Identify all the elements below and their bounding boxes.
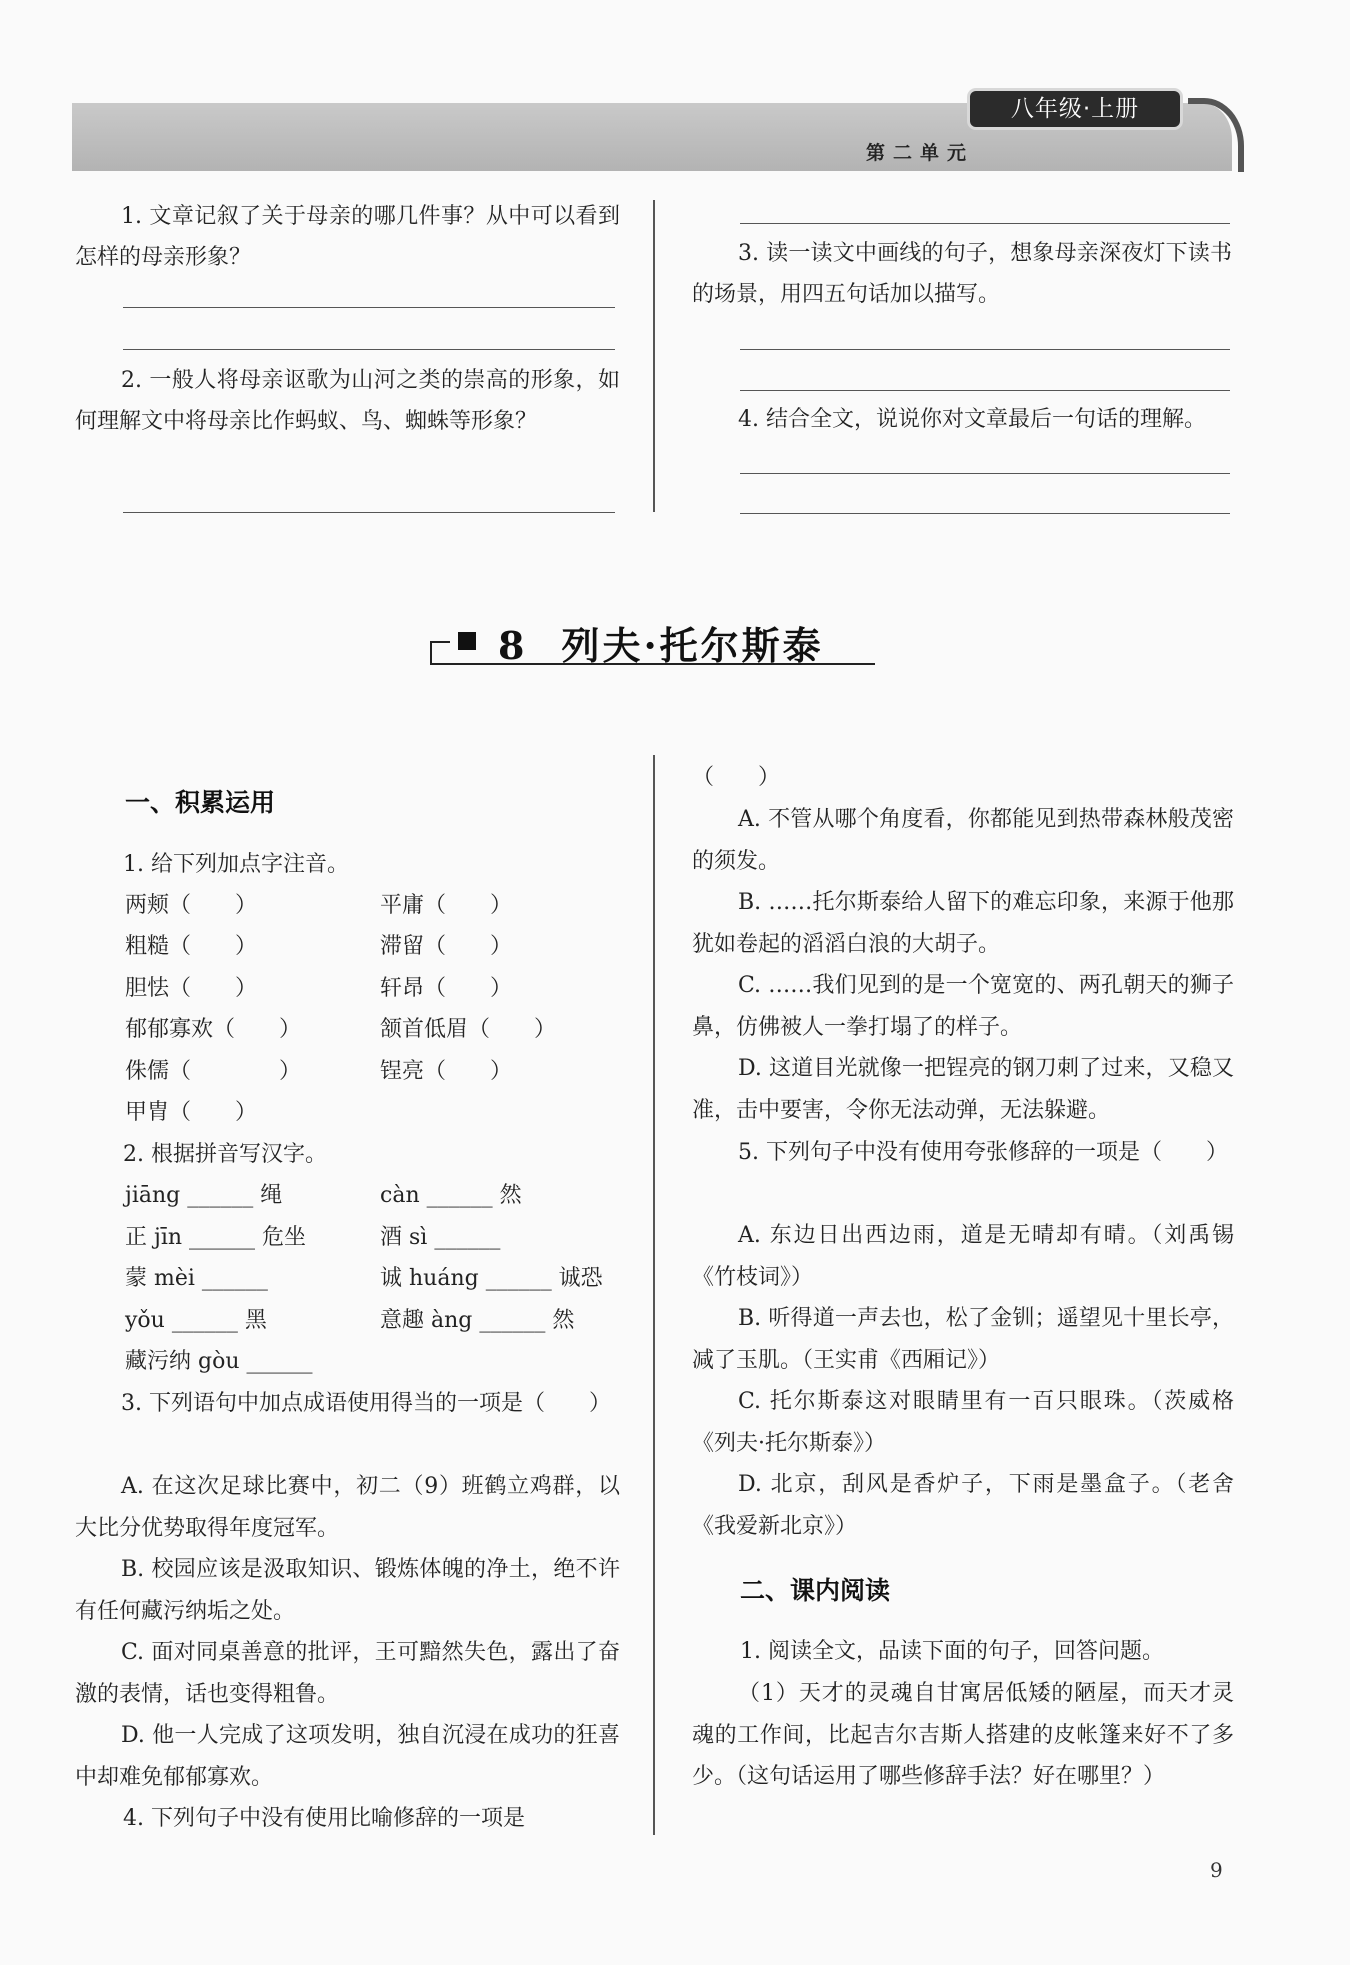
- question-prompt: 1. 给下列加点字注音。: [123, 852, 349, 877]
- option-b: B. 校园应该是汲取知识、锻炼体魄的净土，绝不许有任何藏污纳垢之处。: [75, 1557, 620, 1624]
- hanzi-item: 藏污纳 gòu ______: [125, 1349, 313, 1374]
- header-curl-decoration: [1188, 98, 1244, 172]
- question-3-prompt: 3. 下列语句中加点成语使用得当的一项是（ ）: [121, 1391, 611, 1416]
- option-b: B. ……托尔斯泰给人留下的难忘印象，来源于他那犹如卷起的滔滔白浪的大胡子。: [692, 890, 1234, 957]
- pinyin-item: 锃亮（ ）: [380, 1059, 513, 1084]
- hanzi-item: 意趣 àng ______ 然: [380, 1308, 575, 1333]
- reading-item: （1）天才的灵魂自甘寓居低矮的陋屋，而天才灵魂的工作间，比起吉尔吉斯人搭建的皮帐篷来好不了多少。（这句话运用了哪些修辞手法？好在哪里？）: [692, 1681, 1234, 1789]
- hanzi-item: jiāng ______ 绳: [125, 1183, 283, 1208]
- hanzi-item: càn ______ 然: [380, 1183, 522, 1208]
- answer-line[interactable]: [740, 513, 1230, 514]
- option-c: C. 托尔斯泰这对眼睛里有一百只眼珠。（茨威格《列夫·托尔斯泰》）: [692, 1389, 1234, 1456]
- pinyin-item: 两颊（ ）: [125, 893, 258, 918]
- reading-prompt: 1. 阅读全文，品读下面的句子，回答问题。: [740, 1639, 1164, 1664]
- pinyin-item: 侏儒（ ）: [125, 1059, 302, 1084]
- answer-line[interactable]: [740, 390, 1230, 391]
- answer-line[interactable]: [740, 473, 1230, 474]
- option-a: A. 不管从哪个角度看，你都能见到热带森林般茂密的须发。: [692, 807, 1234, 874]
- page-number: 9: [1210, 1858, 1223, 1882]
- question-4: 4. 结合全文，说说你对文章最后一句话的理解。: [738, 407, 1206, 432]
- pinyin-item: 甲胄（ ）: [125, 1100, 258, 1125]
- question-4-prompt: 4. 下列句子中没有使用比喻修辞的一项是: [123, 1806, 525, 1831]
- pinyin-item: 滞留（ ）: [380, 934, 513, 959]
- question-3: 3. 读一读文中画线的句子，想象母亲深夜灯下读书的场景，用四五句话加以描写。: [692, 241, 1232, 307]
- hanzi-item: 蒙 mèi ______: [125, 1266, 268, 1291]
- question-prompt: 2. 根据拼音写汉字。: [123, 1142, 327, 1167]
- option-c: C. ……我们见到的是一个宽宽的、两孔朝天的狮子鼻，仿佛被人一拳打塌了的样子。: [692, 973, 1234, 1040]
- chapter-number: 8: [498, 623, 528, 668]
- answer-paren[interactable]: （ ）: [692, 765, 781, 790]
- title-frame: [430, 641, 432, 663]
- option-d: D. 这道目光就像一把锃亮的钢刀刺了过来，又稳又准，击中要害，令你无法动弹，无法躲避。: [692, 1056, 1234, 1123]
- option-a: A. 东边日出西边雨，道是无晴却有晴。（刘禹锡《竹枝词》）: [692, 1223, 1234, 1290]
- pinyin-item: 颔首低眉（ ）: [380, 1017, 557, 1042]
- answer-line[interactable]: [740, 223, 1230, 224]
- hanzi-item: 正 jīn ______ 危坐: [125, 1225, 307, 1250]
- hanzi-item: 酒 sì ______: [380, 1225, 501, 1250]
- pinyin-item: 胆怯（ ）: [125, 976, 258, 1001]
- option-c: C. 面对同桌善意的批评，王可黯然失色，露出了奋激的表情，话也变得粗鲁。: [75, 1640, 620, 1707]
- hanzi-item: yǒu ______ 黑: [125, 1308, 267, 1333]
- question-5-prompt: 5. 下列句子中没有使用夸张修辞的一项是（ ）: [738, 1140, 1228, 1165]
- option-b: B. 听得道一声去也，松了金钏；遥望见十里长亭，减了玉肌。（王实甫《西厢记》）: [692, 1306, 1234, 1373]
- question-1: 1. 文章记叙了关于母亲的哪几件事？从中可以看到怎样的母亲形象？: [75, 204, 620, 270]
- option-d: D. 北京，刮风是香炉子，下雨是墨盒子。（老舍《我爱新北京》）: [692, 1472, 1234, 1539]
- section-heading-1: 一、积累运用: [125, 788, 276, 817]
- chapter-name: 列夫·托尔斯泰: [561, 623, 824, 668]
- pinyin-item: 轩昂（ ）: [380, 976, 513, 1001]
- pinyin-item: 平庸（ ）: [380, 893, 513, 918]
- unit-label: 第二单元: [865, 142, 974, 164]
- answer-line[interactable]: [123, 307, 615, 308]
- pinyin-item: 粗糙（ ）: [125, 934, 258, 959]
- answer-line[interactable]: [740, 349, 1230, 350]
- option-d: D. 他一人完成了这项发明，独自沉浸在成功的狂喜中却难免郁郁寡欢。: [75, 1723, 620, 1790]
- title-frame: [430, 641, 450, 643]
- option-a: A. 在这次足球比赛中，初二（9）班鹤立鸡群，以大比分优势取得年度冠军。: [75, 1474, 620, 1541]
- pinyin-item: 郁郁寡欢（ ）: [125, 1017, 302, 1042]
- column-divider: [653, 200, 655, 512]
- column-divider: [653, 755, 655, 1835]
- question-2: 2. 一般人将母亲讴歌为山河之类的崇高的形象，如何理解文中将母亲比作蚂蚁、鸟、蜘蛛等形象？: [75, 368, 620, 434]
- grade-label: 八年级·上册: [970, 91, 1180, 127]
- hanzi-item: 诚 huáng ______ 诚恐: [380, 1266, 603, 1291]
- title-square-icon: [458, 632, 476, 650]
- answer-line[interactable]: [123, 349, 615, 350]
- chapter-title: [498, 615, 824, 670]
- section-heading-2: 二、课内阅读: [740, 1576, 891, 1605]
- answer-line[interactable]: [123, 512, 615, 513]
